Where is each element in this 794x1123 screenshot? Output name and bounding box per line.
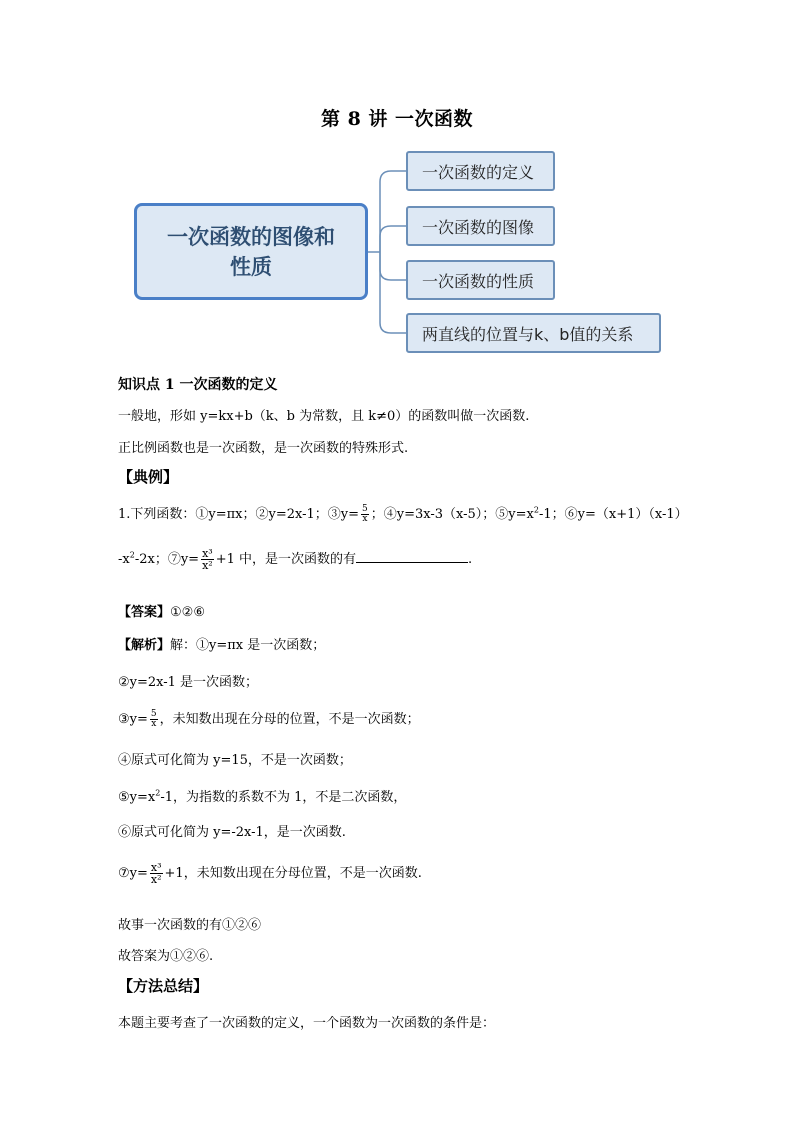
analysis-text: ，未知数出现在分母的位置，不是一次函数； (159, 712, 420, 727)
question-line-2 (118, 548, 472, 571)
analysis-line-4: ④原式可化简为 y=15，不是一次函数； (118, 753, 352, 768)
branch-label: 两直线的位置与k、b值的关系 (422, 324, 634, 344)
question-text: -x (118, 552, 130, 567)
analysis-text: ⑤y=x (118, 790, 156, 805)
page-title: 第 8 讲 一次函数 (320, 108, 474, 130)
numerator: 5 (150, 709, 157, 719)
analysis-text: ③y= (118, 712, 148, 727)
analysis-text: 解：①y=πx 是一次函数； (170, 638, 326, 653)
analysis-text: -1，为指数的系数不为 1，不是二次函数， (160, 790, 407, 805)
answer-label: 【答案】 (118, 605, 171, 620)
answer-line (118, 601, 205, 620)
question-line-1 (118, 503, 688, 524)
definition-text: 一般地，形如 y=kx+b（k、b 为常数，且 k≠0）的函数叫做一次函数. (118, 409, 530, 424)
analysis-line-9: 故答案为①②⑥. (118, 949, 214, 964)
question-text: ；④y=3x-3（x-5）；⑤y=x (370, 507, 534, 522)
numerator: x³ (150, 861, 162, 874)
section-heading: 知识点 1 一次函数的定义 (118, 377, 278, 393)
question-text: +1 中，是一次函数的有 (215, 552, 356, 567)
mindmap-center-label: 一次函数的图像和性质 (167, 224, 335, 279)
exponent: 2 (129, 550, 135, 560)
analysis-line-6: ⑥原式可化简为 y=-2x-1，是一次函数. (118, 825, 346, 840)
fraction (361, 505, 369, 524)
denominator: x² (150, 873, 162, 886)
answer-value: ①②⑥ (170, 605, 205, 620)
denominator: x (362, 514, 368, 524)
connector-3 (380, 252, 406, 280)
mindmap-center-node (134, 203, 368, 300)
connector-4 (380, 252, 406, 333)
analysis-text: ⑦y= (118, 866, 148, 881)
analysis-line-3 (118, 708, 420, 729)
branch-label: 一次函数的性质 (422, 271, 535, 291)
analysis-label: 【解析】 (118, 638, 171, 653)
mindmap-branch-definition (406, 151, 555, 191)
proportional-text: 正比例函数也是一次函数，是一次函数的特殊形式. (118, 441, 409, 456)
exponent: 2 (533, 505, 539, 515)
connector-1 (380, 171, 406, 252)
connector-2 (380, 226, 406, 252)
analysis-text: +1，未知数出现在分母位置，不是一次函数. (164, 866, 422, 881)
question-text: . (467, 552, 473, 567)
fraction (150, 862, 163, 885)
example-label: 【典例】 (118, 468, 179, 486)
mindmap-branch-lines (406, 313, 661, 353)
analysis-line-2: ②y=2x-1 是一次函数； (118, 675, 259, 690)
method-label: 【方法总结】 (118, 977, 209, 995)
mindmap-branch-graph (406, 206, 555, 246)
fraction (150, 710, 158, 729)
analysis-line-7 (118, 862, 422, 885)
question-text: 1.下列函数：①y=πx；②y=2x-1；③y= (118, 507, 360, 522)
branch-label: 一次函数的定义 (422, 162, 535, 182)
exponent: 2 (155, 788, 161, 798)
numerator: 5 (362, 504, 368, 514)
analysis-line-1 (118, 634, 325, 653)
branch-label: 一次函数的图像 (422, 217, 535, 237)
mindmap-branch-properties (406, 260, 555, 300)
fraction (201, 548, 214, 571)
denominator: x (151, 719, 157, 729)
answer-blank (356, 550, 468, 563)
question-text: -1；⑥y=（x+1）（x-1） (538, 507, 688, 522)
numerator: x³ (202, 547, 213, 560)
method-text: 本题主要考查了一次函数的定义，一个函数为一次函数的条件是： (118, 1016, 496, 1031)
denominator: x² (202, 559, 213, 572)
analysis-line-8: 故事一次函数的有①②⑥ (118, 918, 262, 933)
question-text: -2x；⑦y= (134, 552, 200, 567)
mindmap-connectors (0, 0, 794, 400)
analysis-line-5 (118, 786, 406, 805)
